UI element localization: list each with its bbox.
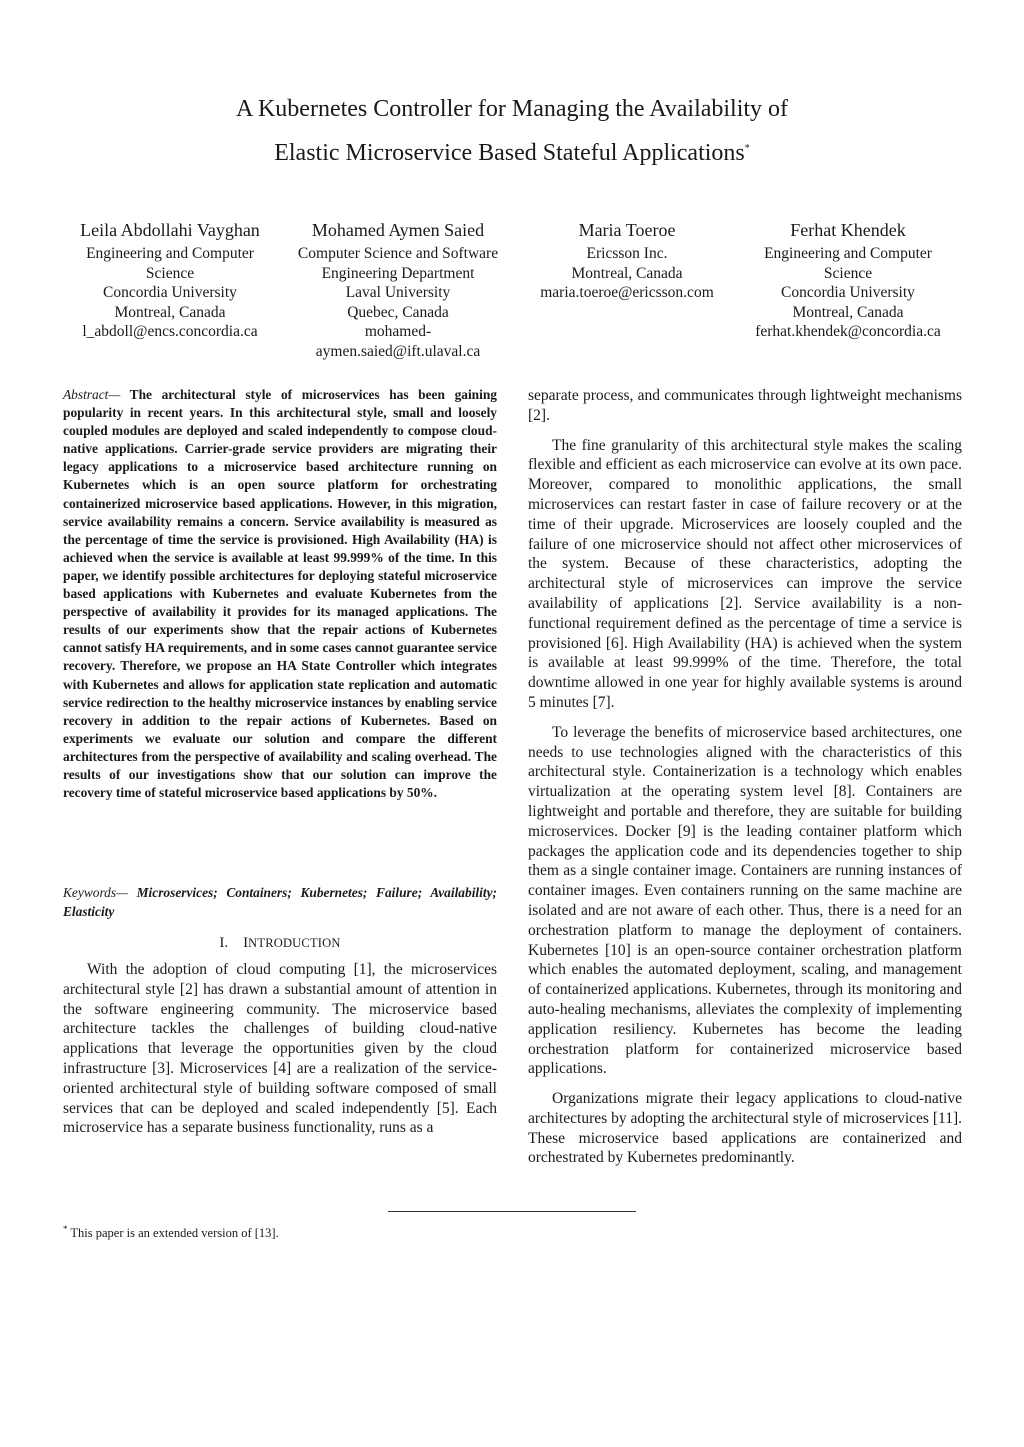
abstract-label: Abstract—: [63, 387, 121, 402]
abstract: [63, 386, 497, 802]
author-affiliation: Ericsson Inc.: [586, 245, 668, 262]
body-paragraph: Organizations migrate their legacy applications to cloud-native architectures by adopting the architectural style of microservices [11]. These microservice based applications are containerized and orchestrated by Kubernetes predominantly.: [528, 1090, 962, 1167]
author-name: Mohamed Aymen Saied: [311, 220, 485, 240]
author-email: maria.toeroe@ericsson.com: [540, 284, 714, 301]
abstract-text: The architectural style of microservices has been gaining popularity in recent years. In this architectural style, small and loosely coupled modules are deployed and scaled independently to compose cloud-native applications. Carrier-grade service providers are migrating their legacy applications to a microservice based architecture running on Kubernetes which is an open source platform for orchestrating containerized microservice based applications. However, in this migration, service availability remains a concern. Service availability is measured as the percentage of time the service is provisioned. High Availability (HA) is achieved when the service is available at least 99.999% of the time. In this paper, we identify possible architectures for deploying stateful microservice based applications with Kubernetes and evaluate Kubernetes from the perspective of availability it provides for its managed applications. The results of our experiments show that the repair actions of Kubernetes cannot satisfy HA requirements, and in some cases cannot guarantee service recovery. Therefore, we propose an HA State Controller which integrates with Kubernetes and allows for application state replication and automatic service redirection to the healthy microservice instances by enabling service recovery in addition to the repair actions of Kubernetes. Based on experiments we evaluate our solution and compare the different architectures from the perspective of availability and scaling overhead. The results of our investigations show that our solution can improve the recovery time of stateful microservice based applications by 50%.: [63, 387, 497, 801]
author-block-2: [277, 218, 519, 361]
author-block-3: [519, 218, 735, 303]
title-footnote-marker: *: [744, 143, 750, 154]
paper-title: [0, 90, 1024, 173]
author-affiliation: Engineering Department: [321, 264, 475, 282]
keywords: [63, 883, 497, 921]
section-heading-introduction: [63, 933, 497, 953]
author-affiliation: Concordia University: [781, 284, 915, 301]
author-affiliation: Engineering and Computer: [86, 245, 254, 262]
author-email: aymen.saied@ift.ulaval.ca: [315, 342, 481, 360]
footnote: [63, 1220, 279, 1242]
author-affiliation: Montreal, Canada: [114, 303, 226, 321]
author-affiliation: Computer Science and Software: [297, 245, 499, 262]
section-number: I.: [219, 935, 229, 951]
title-line-1: A Kubernetes Controller for Managing the Availability of: [235, 96, 789, 122]
left-column: [63, 960, 497, 1138]
author-affiliation: Montreal, Canada: [792, 303, 904, 321]
body-paragraph: To leverage the benefits of microservice based architectures, one needs to use technologies aligned with the characteristics of this architectural style. Containerization is a technology which enables virtualization at the operating system level [8]. Containers are lightweight and portable and therefore, they are suitable for building microservices. Docker [9] is the leading container platform which packages the application code and its dependencies together to ship them as a single container image. Containers are running instances of container images. Even containers running on the same machine are isolated and are not aware of each other. Thus, there is a need for an orchestration platform to manage the deployment of containers. Kubernetes [10] is an open-source container orchestration platform which enables the automated deployment, scaling, and management of containerized applications. Kubernetes, through its monitoring and auto-healing mechanisms, alleviates the complexity of implementing application resiliency. Kubernetes has become the leading orchestration platform for containerized microservice based applications.: [528, 723, 962, 1078]
keywords-text: Microservices; Containers; Kubernetes; Failure; Availability; Elasticity: [63, 885, 497, 919]
section-title-initial: I: [243, 935, 249, 951]
author-email: l_abdoll@encs.concordia.ca: [82, 323, 258, 340]
body-paragraph: With the adoption of cloud computing [1], the microservices architectural style [2] has drawn a substantial amount of attention in the software engineering community. The microservice based architecture tackles the challenges of building cloud-native applications that leverage the opportunities given by the cloud infrastructure [3]. Microservices [4] are a realization of the service-oriented architectural style of building software composed of small services that can be deployed and scaled independently [5]. Each microservice has a separate business functionality, runs as a: [63, 961, 497, 1137]
footnote-text: This paper is an extended version of [13].: [70, 1226, 279, 1241]
author-affiliation: Concordia University: [103, 284, 237, 301]
author-name: Leila Abdollahi Vayghan: [80, 220, 260, 240]
body-paragraph: The fine granularity of this architectural style makes the scaling flexible and efficient as each microservice can evolve at its own pace. Moreover, compared to monolithic applications, the small microservices can restart faster in case of failure recovery or at the time of their upgrade. Microservices are loosely coupled and the failure of one microservice should not affect other microservices of the system. Because of these characteristics, adopting the architectural style of microservices can improve the service availability of applications [2]. Service availability is a non-functional requirement defined as the percentage of time a service is provisioned [6]. High Availability (HA) is achieved when the system is available at least 99.999% of the time. Therefore, the total downtime allowed in one year for highly available systems is around 5 minutes [7].: [528, 436, 962, 711]
author-block-4: [735, 218, 961, 342]
author-block-1: [63, 218, 277, 342]
right-column: [528, 386, 962, 1178]
author-affiliation: Science: [823, 264, 873, 282]
author-name: Ferhat Khendek: [790, 220, 906, 240]
author-affiliation: Engineering and Computer: [764, 245, 932, 262]
author-name: Maria Toeroe: [578, 220, 676, 240]
author-affiliation: Quebec, Canada: [347, 303, 449, 321]
author-affiliation: Laval University: [345, 284, 451, 301]
title-line-2: Elastic Microservice Based Stateful Applications: [274, 140, 745, 166]
body-paragraph: separate process, and communicates through lightweight mechanisms [2].: [528, 387, 962, 424]
author-affiliation: Science: [145, 264, 195, 282]
keywords-label: Keywords—: [63, 885, 128, 900]
author-email: mohamed-: [364, 323, 432, 340]
section-title-rest: NTRODUCTION: [248, 936, 341, 950]
footnote-divider: [388, 1211, 636, 1212]
author-affiliation: Montreal, Canada: [571, 264, 683, 282]
footnote-marker: *: [63, 1224, 68, 1234]
author-email: ferhat.khendek@concordia.ca: [755, 323, 941, 340]
